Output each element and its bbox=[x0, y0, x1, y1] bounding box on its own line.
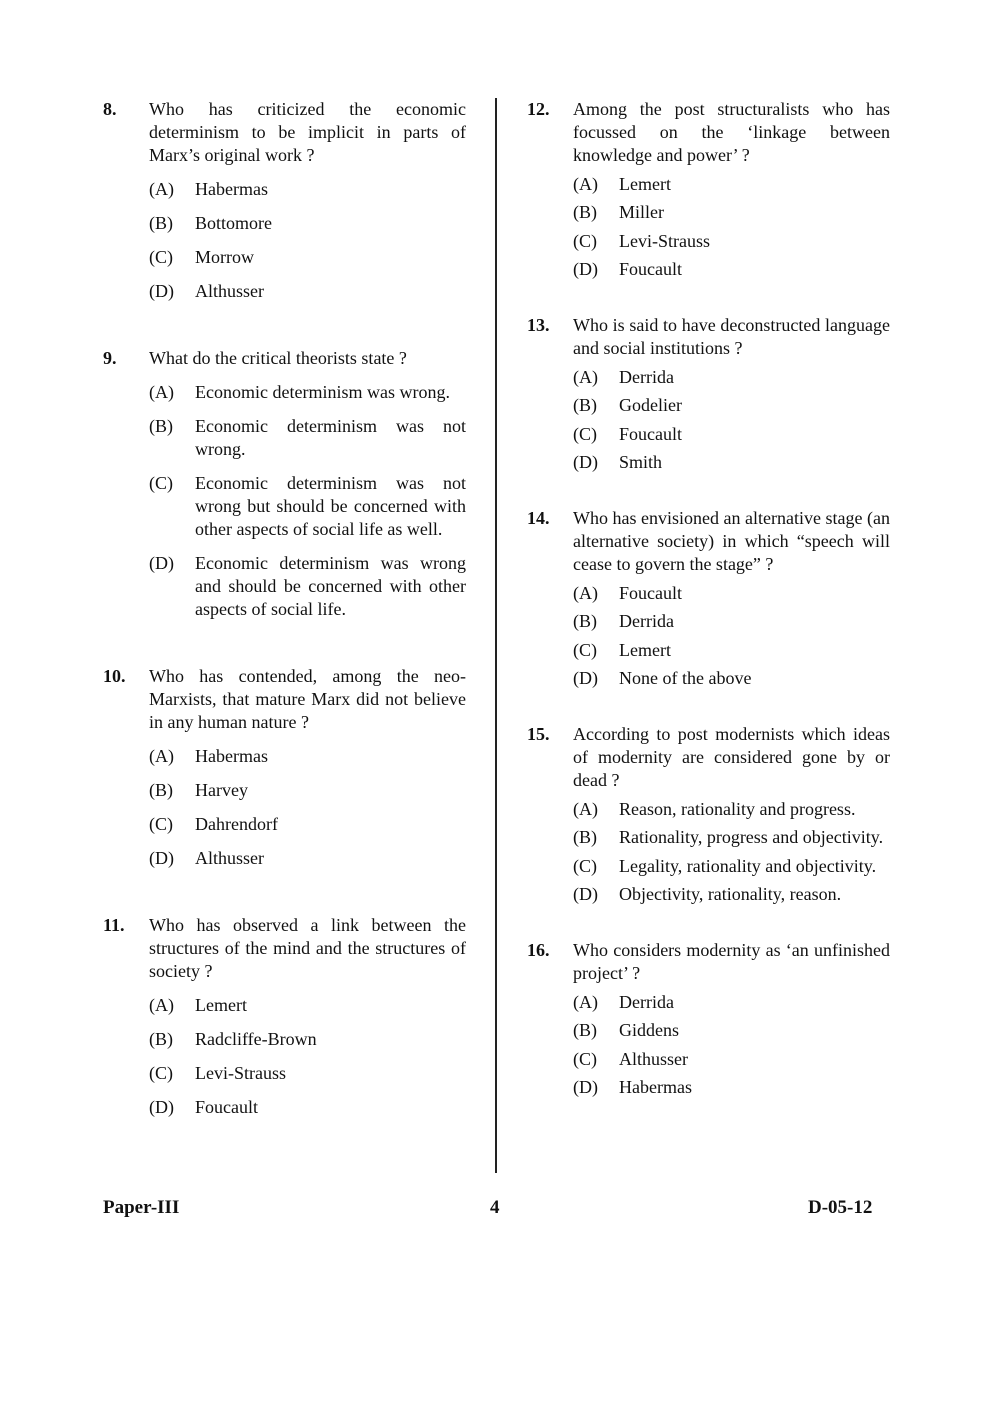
question-text: What do the critical theorists state ? bbox=[149, 348, 407, 368]
question-text: Who has criticized the economic determinism to be implicit in parts of Marx’s original work ? bbox=[149, 99, 466, 165]
option-c: (C) Dahrendorf bbox=[149, 814, 278, 834]
question-14 bbox=[527, 507, 890, 690]
option-a: (A) Lemert bbox=[573, 173, 671, 194]
option-b: (B) Derrida bbox=[573, 611, 674, 631]
option-b: (B) Miller bbox=[573, 202, 664, 222]
option-a: (A) Habermas bbox=[149, 179, 268, 199]
question-number: 10. bbox=[103, 666, 126, 686]
footer-paper-code: D-05-12 bbox=[808, 1197, 873, 1218]
question-text: Who has observed a link between the structures of the mind and the structures of society ? bbox=[149, 915, 466, 981]
right-column bbox=[527, 98, 890, 1099]
question-10 bbox=[103, 665, 466, 870]
question-text: Who is said to have deconstructed language and social institutions ? bbox=[573, 315, 890, 358]
left-column bbox=[103, 98, 466, 1119]
option-c: (C) Foucault bbox=[573, 423, 682, 444]
option-b: (B) Bottomore bbox=[149, 213, 272, 233]
question-number: 12. bbox=[527, 99, 550, 119]
option-c: (C) Morrow bbox=[149, 247, 254, 267]
question-number: 13. bbox=[527, 315, 550, 335]
option-c: (C) Althusser bbox=[573, 1048, 688, 1069]
option-d: (D) None of the above bbox=[573, 668, 752, 688]
option-c: (C) Economic determinism was not wrong but should be concerned with other aspects of social life as well. bbox=[149, 473, 466, 539]
option-b: (B) Economic determinism was not wrong. bbox=[149, 416, 466, 459]
option-c: (C) Levi-Strauss bbox=[149, 1063, 286, 1083]
option-d: (D) Economic determinism was wrong and should be concerned with other aspects of social life. bbox=[149, 553, 466, 619]
option-c: (C) Legality, rationality and objectivity. bbox=[573, 855, 877, 876]
question-number: 14. bbox=[527, 508, 550, 528]
option-c: (C) Lemert bbox=[573, 639, 671, 660]
question-number: 16. bbox=[527, 940, 550, 960]
option-d: (D) Habermas bbox=[573, 1077, 692, 1097]
question-number: 8. bbox=[103, 99, 117, 119]
option-d: (D) Althusser bbox=[149, 848, 264, 868]
option-b: (B) Radcliffe-Brown bbox=[149, 1029, 317, 1049]
option-b: (B) Giddens bbox=[573, 1020, 679, 1040]
option-a: (A) Habermas bbox=[149, 746, 268, 766]
question-text: Who has contended, among the neo-Marxists, that mature Marx did not believe in any human nature ? bbox=[149, 666, 466, 732]
question-9 bbox=[103, 347, 466, 621]
option-d: (D) Althusser bbox=[149, 281, 264, 301]
option-d: (D) Smith bbox=[573, 452, 663, 472]
footer-page-number: 4 bbox=[490, 1197, 500, 1218]
option-d: (D) Objectivity, rationality, reason. bbox=[573, 884, 842, 904]
question-text: Who considers modernity as ‘an unfinished project’ ? bbox=[573, 940, 890, 983]
question-number: 11. bbox=[103, 915, 125, 935]
question-text: Who has envisioned an alternative stage (an alternative society) in which “speech will cease to govern the stage” ? bbox=[573, 508, 890, 574]
column-divider bbox=[495, 98, 497, 1173]
option-b: (B) Rationality, progress and objectivity. bbox=[573, 827, 884, 847]
option-a: (A) Derrida bbox=[573, 366, 674, 387]
question-11 bbox=[103, 914, 466, 1119]
option-d: (D) Foucault bbox=[573, 259, 682, 279]
option-a: (A) Reason, rationality and progress. bbox=[573, 798, 856, 819]
question-15 bbox=[527, 723, 890, 906]
option-a: (A) Foucault bbox=[573, 582, 682, 603]
option-a: (A) Economic determinism was wrong. bbox=[149, 382, 450, 402]
question-16 bbox=[527, 939, 890, 1099]
option-b: (B) Godelier bbox=[573, 395, 682, 415]
question-13 bbox=[527, 314, 890, 474]
option-d: (D) Foucault bbox=[149, 1097, 258, 1117]
option-a: (A) Derrida bbox=[573, 991, 674, 1012]
question-text: Among the post structuralists who has focussed on the ‘linkage between knowledge and power’ ? bbox=[573, 99, 890, 165]
question-12 bbox=[527, 98, 890, 281]
footer-paper-label: Paper-III bbox=[103, 1197, 180, 1218]
option-c: (C) Levi-Strauss bbox=[573, 230, 710, 251]
option-a: (A) Lemert bbox=[149, 995, 247, 1015]
question-number: 15. bbox=[527, 724, 550, 744]
question-number: 9. bbox=[103, 348, 117, 368]
question-8 bbox=[103, 98, 466, 303]
question-text: According to post modernists which ideas of modernity are considered gone by or dead ? bbox=[573, 724, 890, 790]
option-b: (B) Harvey bbox=[149, 780, 248, 800]
